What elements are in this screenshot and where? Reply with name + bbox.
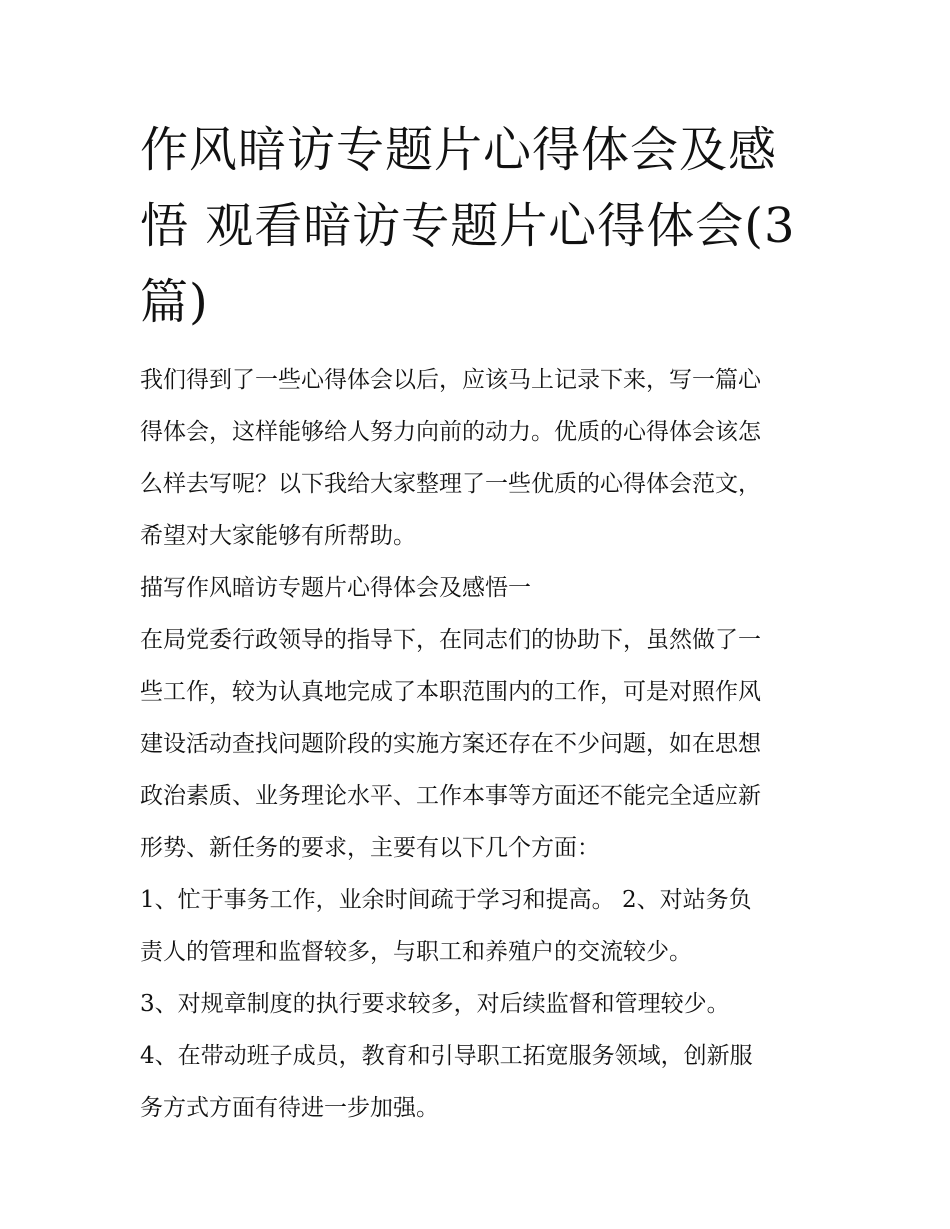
list-item — [140, 874, 820, 978]
section-heading — [140, 562, 820, 614]
text-line: 得体会，这样能够给人努力向前的动力。优质的心得体会该怎 — [140, 419, 761, 445]
text-line: 形势、新任务的要求，主要有以下几个方面： — [140, 835, 600, 861]
text-line: 希望对大家能够有所帮助。 — [140, 523, 416, 549]
title-line: 篇) — [140, 274, 209, 330]
text-line: 务方式方面有待进一步加强。 — [140, 1095, 439, 1121]
text-line: 4、在带动班子成员，教育和引导职工拓宽服务领域，创新服 — [140, 1043, 753, 1069]
body-paragraph — [140, 614, 820, 874]
text-line: 政治素质、业务理论水平、工作本事等方面还不能完全适应新 — [140, 783, 761, 809]
title-line: 作风暗访专题片心得体会及感 — [140, 122, 778, 178]
document-page — [140, 112, 820, 1134]
text-line: 3、对规章制度的执行要求较多，对后续监督和管理较少。 — [140, 991, 730, 1017]
text-line: 么样去写呢？以下我给大家整理了一些优质的心得体会范文， — [140, 471, 761, 497]
intro-paragraph — [140, 354, 820, 562]
list-item — [140, 1030, 820, 1134]
text-line: 1、忙于事务工作，业余时间疏于学习和提高。 2、对站务负 — [140, 887, 752, 913]
text-line: 些工作，较为认真地完成了本职范围内的工作，可是对照作风 — [140, 679, 761, 705]
title-line: 悟 观看暗访专题片心得体会(3 — [140, 198, 796, 254]
document-body — [140, 354, 820, 1134]
text-line: 在局党委行政领导的指导下，在同志们的协助下，虽然做了一 — [140, 627, 761, 653]
document-title — [140, 112, 820, 340]
text-line: 责人的管理和监督较多，与职工和养殖户的交流较少。 — [140, 939, 692, 965]
text-line: 描写作风暗访专题片心得体会及感悟一 — [140, 575, 531, 601]
text-line: 建设活动查找问题阶段的实施方案还存在不少问题，如在思想 — [140, 731, 761, 757]
text-line: 我们得到了一些心得体会以后，应该马上记录下来，写一篇心 — [140, 367, 761, 393]
list-item — [140, 978, 820, 1030]
